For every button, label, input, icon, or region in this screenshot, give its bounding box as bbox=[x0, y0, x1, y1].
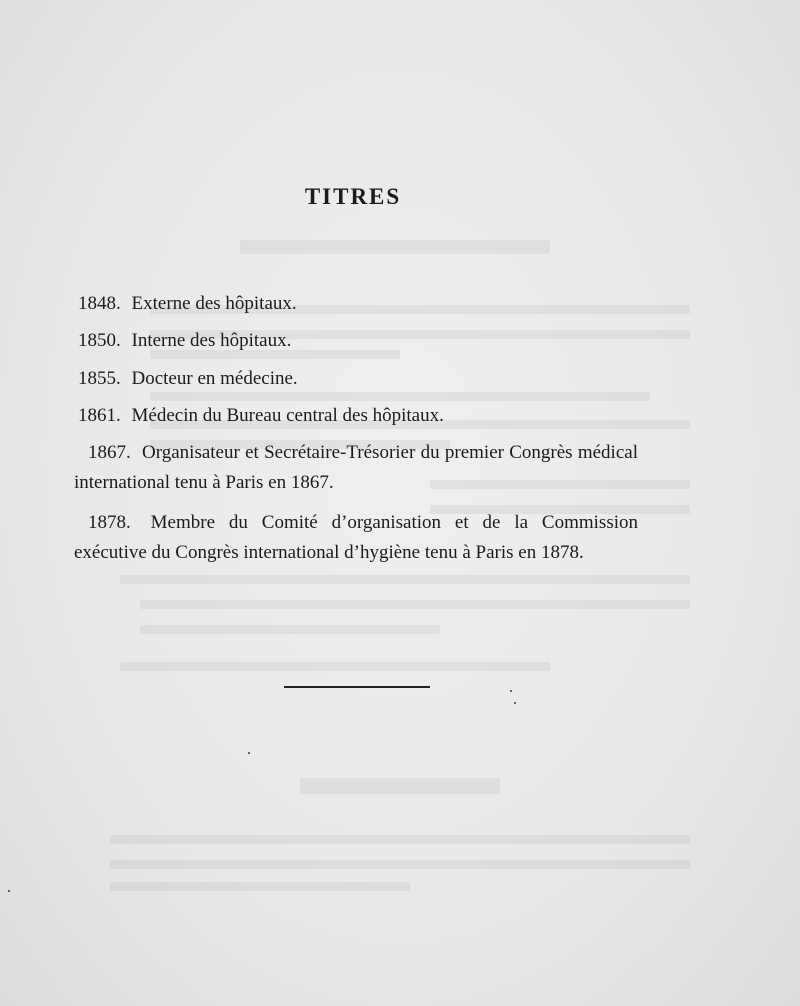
entry-year: 1878. bbox=[88, 512, 131, 533]
list-item bbox=[78, 326, 638, 356]
speck bbox=[510, 690, 512, 692]
entry-text: Docteur en médecine. bbox=[131, 368, 298, 389]
entry-year: 1850. bbox=[78, 330, 121, 351]
speck bbox=[514, 702, 516, 704]
page-title: TITRES bbox=[304, 184, 402, 209]
section-divider bbox=[284, 686, 430, 688]
entry-text: Interne des hôpitaux. bbox=[131, 330, 292, 351]
list-item bbox=[74, 438, 638, 498]
entry-year: 1861. bbox=[78, 405, 121, 426]
entry-text: Organisateur et Secrétaire-Trésorier du premier Congrès médical international tenu à Paris en 1867. bbox=[74, 442, 638, 493]
entry-year: 1848. bbox=[78, 293, 121, 314]
list-item bbox=[78, 401, 638, 431]
list-item bbox=[78, 364, 638, 394]
entry-text: Médecin du Bureau central des hôpitaux. bbox=[131, 405, 444, 426]
entry-text: Membre du Comité d’organisation et de la Commission exécutive du Congrès international d’hygiène tenu à Paris en 1878. bbox=[74, 512, 638, 563]
list-item bbox=[78, 289, 638, 319]
entry-text: Externe des hôpitaux. bbox=[131, 293, 297, 314]
entry-year: 1867. bbox=[88, 442, 131, 463]
list-item bbox=[74, 508, 638, 568]
entry-year: 1855. bbox=[78, 368, 121, 389]
speck bbox=[8, 890, 10, 892]
speck bbox=[248, 752, 250, 754]
